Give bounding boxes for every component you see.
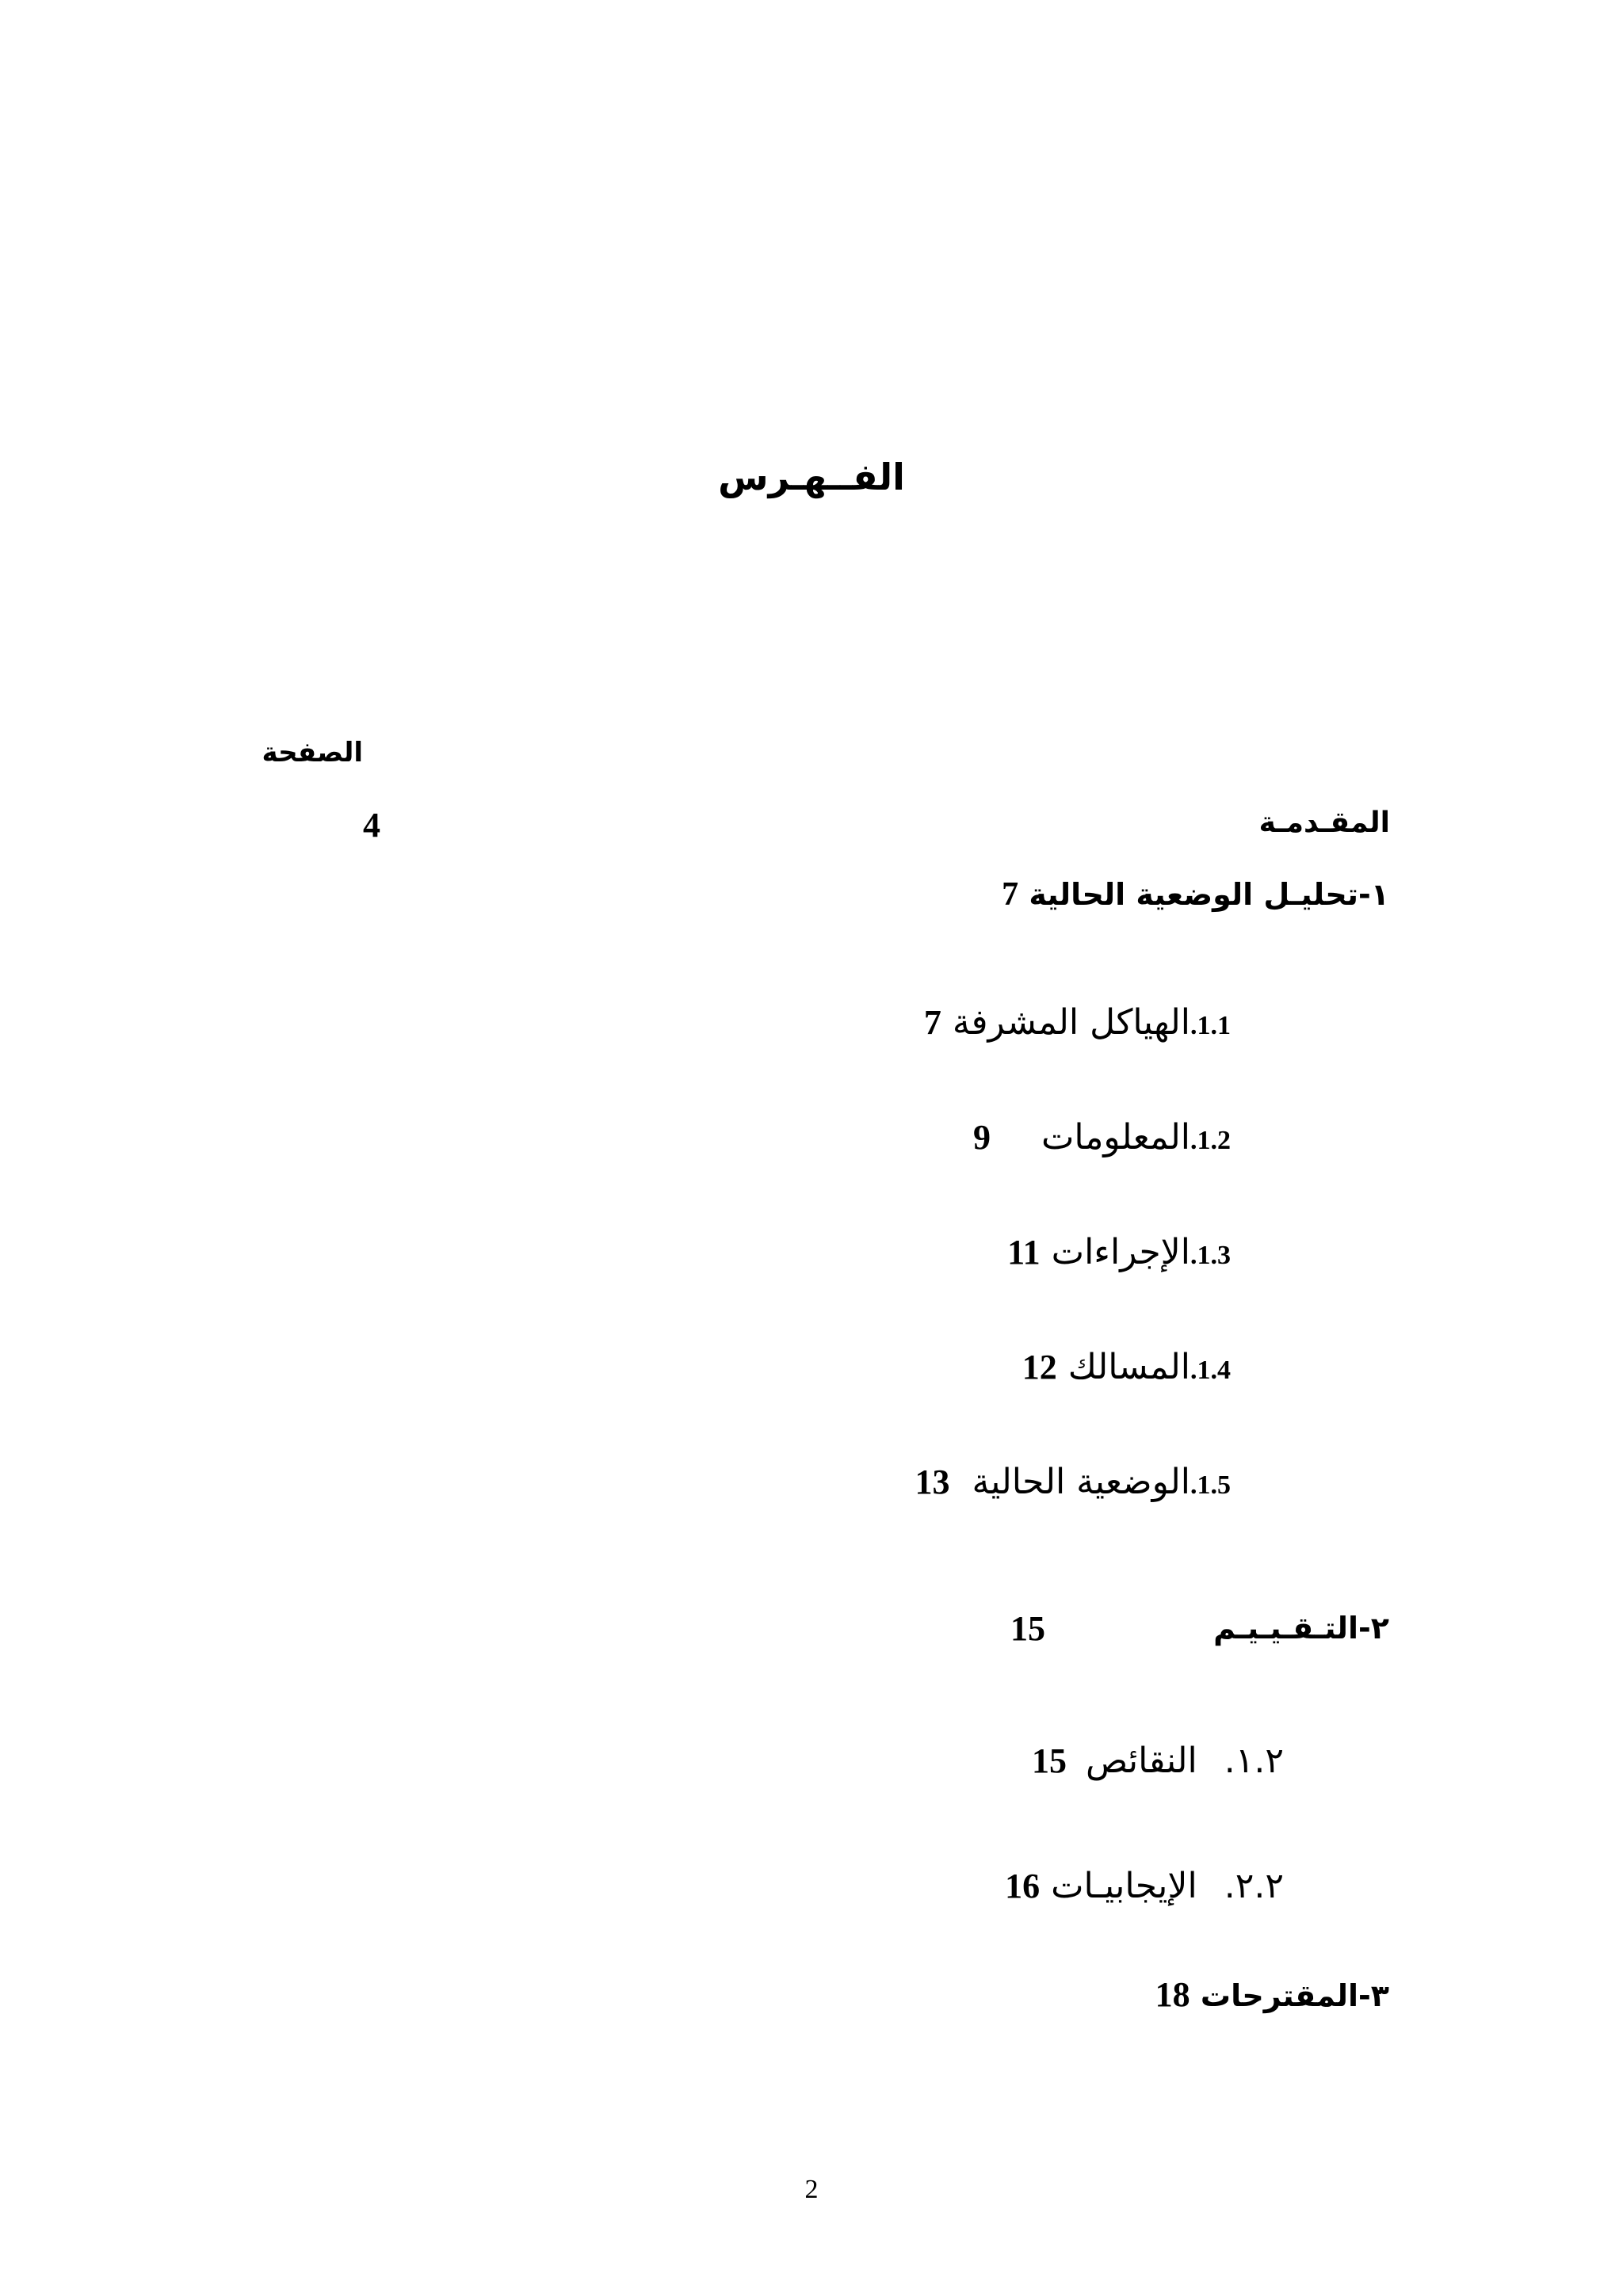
toc-entry-section-2 (1213, 1611, 1389, 1646)
subsection-label: الهياكل المشرفة (952, 1002, 1190, 1043)
subsection-number: ٢.٢. (1224, 1866, 1284, 1906)
subsection-label: النقائص (1086, 1741, 1197, 1781)
subsection-label: الإجراءات (1051, 1232, 1190, 1272)
section-label: المقترحات (1200, 1978, 1359, 2013)
toc-entry-intro-label: المقـدمـة (1258, 807, 1390, 839)
subsection-label: المسالك (1067, 1347, 1190, 1387)
subsection-page: 12 (1022, 1348, 1057, 1386)
subsection-number: 1.4. (1190, 1356, 1231, 1385)
subsection-label: المعلومات (1041, 1117, 1190, 1158)
toc-subentry-1-3 (1007, 1232, 1231, 1272)
footer-page-number: 2 (804, 2175, 819, 2204)
subsection-page: 9 (973, 1118, 991, 1157)
subsection-label: الوضعية الحالية (972, 1462, 1190, 1502)
section-number: ١- (1358, 877, 1389, 912)
toc-subentry-2-1 (1032, 1741, 1284, 1781)
subsection-number: 1.1. (1190, 1011, 1231, 1040)
toc-subentry-1-4 (1022, 1347, 1231, 1387)
toc-subentry-2-2 (1005, 1866, 1284, 1906)
section-number: ٣- (1358, 1978, 1389, 2013)
subsection-page: 15 (1032, 1741, 1067, 1780)
section-label: تحليـل الوضعية الحالية (1029, 877, 1359, 912)
toc-subentry-1-2 (973, 1117, 1231, 1158)
section-number: ٢- (1358, 1611, 1389, 1646)
toc-entry-section-3 (1155, 1974, 1389, 2015)
section-page: 18 (1155, 1975, 1190, 2014)
section-label: التـقـيـيـم (1213, 1611, 1359, 1646)
page-title: الفــهـرس (718, 456, 905, 498)
subsection-number: 1.2. (1190, 1126, 1231, 1155)
subsection-page: 7 (923, 1003, 941, 1042)
subsection-number: 1.3. (1190, 1241, 1231, 1270)
subsection-page: 11 (1007, 1233, 1041, 1272)
toc-subentry-1-5 (915, 1462, 1231, 1502)
subsection-number: ١.٢. (1224, 1741, 1284, 1781)
toc-subentry-1-1 (924, 1002, 1231, 1043)
subsection-page: 16 (1005, 1867, 1041, 1905)
page-column-label: الصفحة (262, 737, 363, 769)
subsection-number: 1.5. (1190, 1470, 1231, 1500)
toc-entry-intro-page: 4 (363, 806, 380, 845)
subsection-page: 13 (915, 1463, 950, 1501)
section-page: 7 (1002, 876, 1019, 913)
toc-entry-section-2-page: 15 (1010, 1609, 1045, 1648)
toc-entry-section-1 (1002, 875, 1389, 913)
subsection-label: الإيجابيـات (1051, 1866, 1197, 1906)
